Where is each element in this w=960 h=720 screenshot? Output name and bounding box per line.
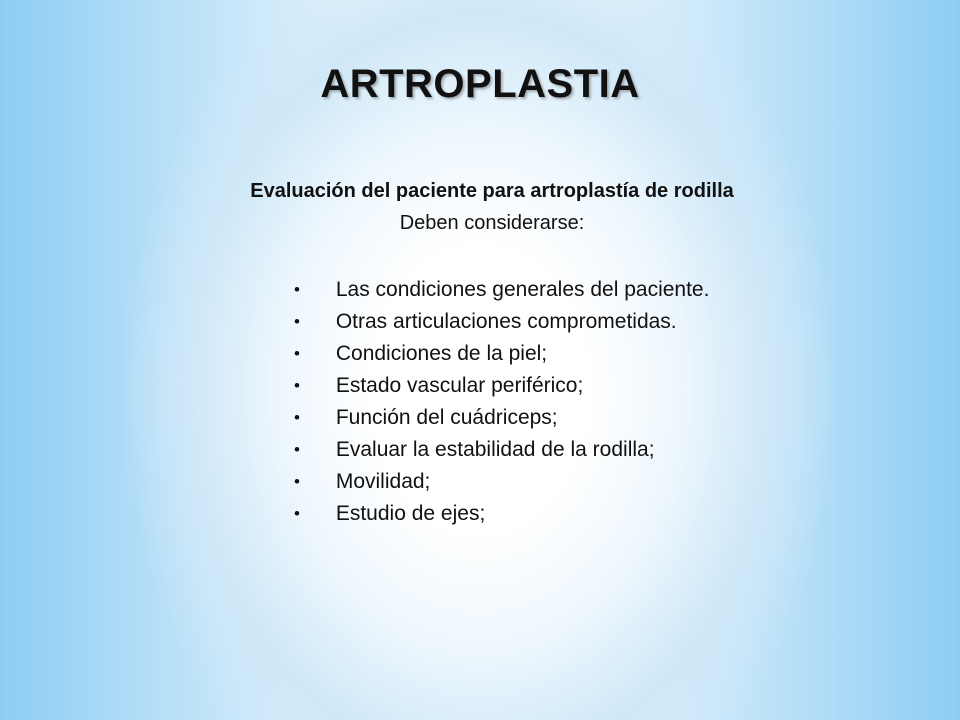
bullet-text: Las condiciones generales del paciente. <box>335 278 710 301</box>
bullet-icon: • <box>294 440 300 459</box>
bullet-item <box>294 275 709 307</box>
bullet-item <box>294 467 709 499</box>
intro-text: Deben considerarse: <box>399 212 585 234</box>
bullet-item <box>294 403 709 435</box>
bullet-text: Condiciones de la piel; <box>335 342 548 365</box>
slide-title: ARTROPLASTIA <box>320 62 640 106</box>
bullet-icon: • <box>294 472 300 491</box>
bullet-text: Estudio de ejes; <box>335 502 486 525</box>
bullet-list <box>294 275 709 531</box>
bullet-icon: • <box>294 376 300 395</box>
bullet-icon: • <box>294 344 300 363</box>
slide-subtitle: Evaluación del paciente para artroplastía de rodilla <box>250 180 734 202</box>
bullet-icon: • <box>294 408 300 427</box>
bullet-item <box>294 499 709 531</box>
bullet-text: Movilidad; <box>335 470 431 493</box>
bullet-icon: • <box>294 280 300 299</box>
bullet-text: Estado vascular periférico; <box>335 374 584 397</box>
bullet-item <box>294 307 709 339</box>
bullet-item <box>294 339 709 371</box>
bullet-text: Evaluar la estabilidad de la rodilla; <box>335 438 655 461</box>
bullet-icon: • <box>294 504 300 523</box>
bullet-item <box>294 435 709 467</box>
bullet-text: Otras articulaciones comprometidas. <box>335 310 677 333</box>
bullet-text: Función del cuádriceps; <box>335 406 558 429</box>
bullet-item <box>294 371 709 403</box>
bullet-icon: • <box>294 312 300 331</box>
